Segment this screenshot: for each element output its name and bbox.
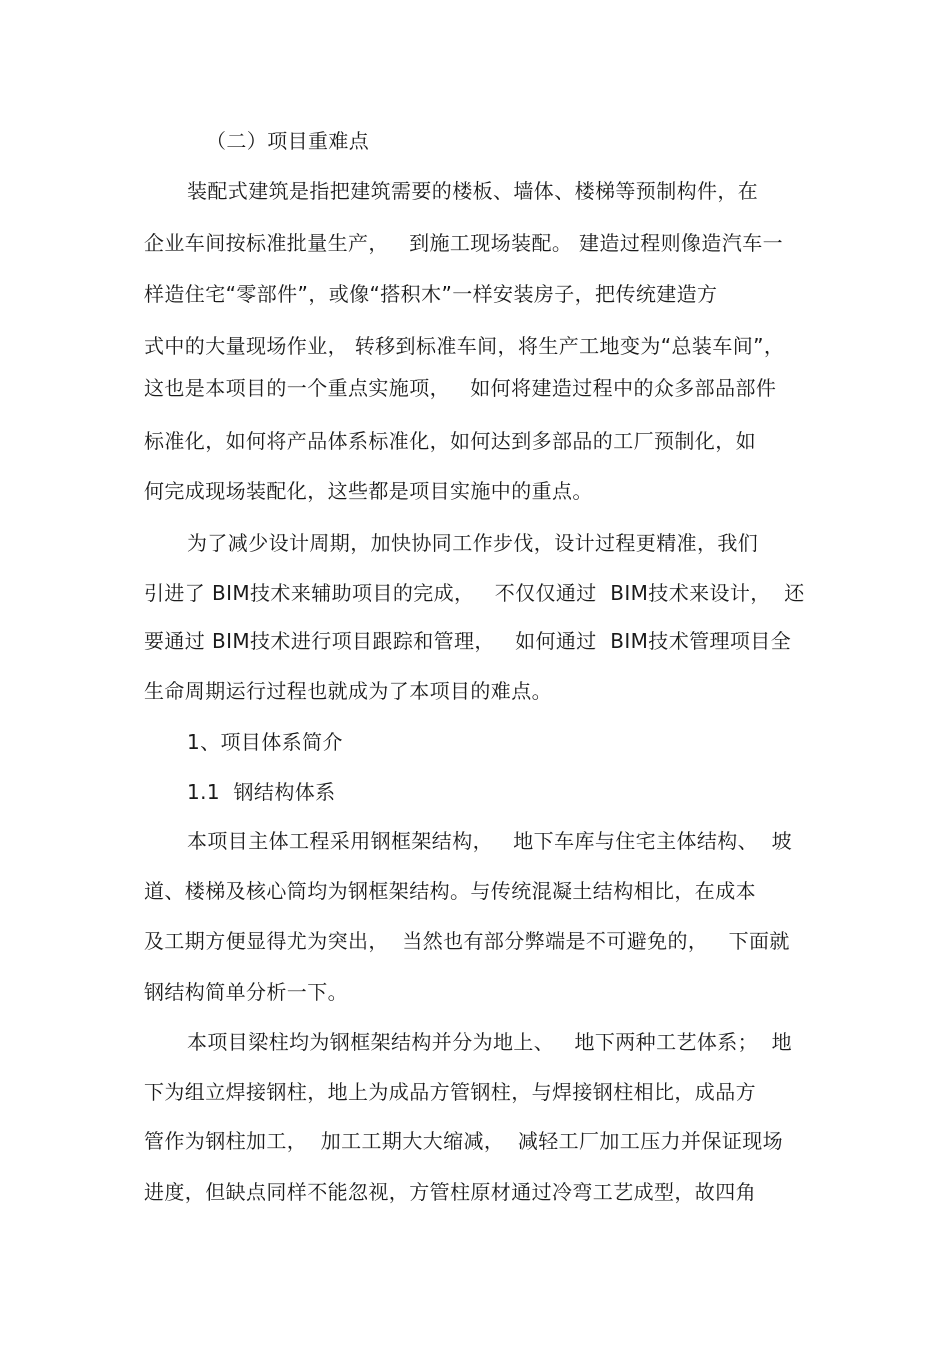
paragraph-line: 管作为钢柱加工， 加工工期大大缩减， 减轻工厂加工压力并保证现场 bbox=[144, 1129, 784, 1153]
paragraph-line: 引进了 BIM技术来辅助项目的完成， 不仅仅通过 BIM技术来设计， 还 bbox=[144, 581, 805, 605]
paragraph-line: 这也是本项目的一个重点实施项， 如何将建造过程中的众多部品部件 bbox=[144, 376, 777, 400]
paragraph-line: 及工期方便显得尤为突出， 当然也有部分弊端是不可避免的， 下面就 bbox=[144, 929, 790, 953]
paragraph-line: 何完成现场装配化，这些都是项目实施中的重点。 bbox=[144, 479, 593, 503]
subsection-heading: 1.1 钢结构体系 bbox=[187, 780, 336, 804]
paragraph-line: 钢结构简单分析一下。 bbox=[144, 980, 348, 1004]
paragraph-line: 样造住宅“零部件”，或像“搭积木”一样安装房子，把传统建造方 bbox=[144, 282, 718, 306]
paragraph-line: 道、楼梯及核心筒均为钢框架结构。与传统混凝土结构相比，在成本 bbox=[144, 879, 756, 903]
paragraph-line: 装配式建筑是指把建筑需要的楼板、墙体、楼梯等预制构件，在 bbox=[187, 179, 759, 203]
paragraph-line: 为了减少设计周期，加快协同工作步伐，设计过程更精准，我们 bbox=[187, 531, 759, 555]
section-heading: 1、项目体系简介 bbox=[187, 730, 343, 754]
paragraph-line: 本项目主体工程采用钢框架结构， 地下车库与住宅主体结构、 坡 bbox=[187, 829, 792, 853]
paragraph-line: 企业车间按标准批量生产， 到施工现场装配。 建造过程则像造汽车一 bbox=[144, 231, 784, 255]
paragraph-line: 标准化，如何将产品体系标准化，如何达到多部品的工厂预制化，如 bbox=[144, 429, 756, 453]
paragraph-line: 生命周期运行过程也就成为了本项目的难点。 bbox=[144, 679, 552, 703]
paragraph-line: 要通过 BIM技术进行项目跟踪和管理， 如何通过 BIM技术管理项目全 bbox=[144, 629, 792, 653]
paragraph-line: 下为组立焊接钢柱，地上为成品方管钢柱，与焊接钢柱相比，成品方 bbox=[144, 1080, 756, 1104]
section-heading: （二）项目重难点 bbox=[206, 129, 370, 153]
paragraph-line: 进度，但缺点同样不能忽视，方管柱原材通过冷弯工艺成型，故四角 bbox=[144, 1180, 756, 1204]
paragraph-line: 本项目梁柱均为钢框架结构并分为地上、 地下两种工艺体系； 地 bbox=[187, 1030, 792, 1054]
paragraph-line: 式中的大量现场作业， 转移到标准车间，将生产工地变为“总装车间”， bbox=[144, 334, 785, 358]
